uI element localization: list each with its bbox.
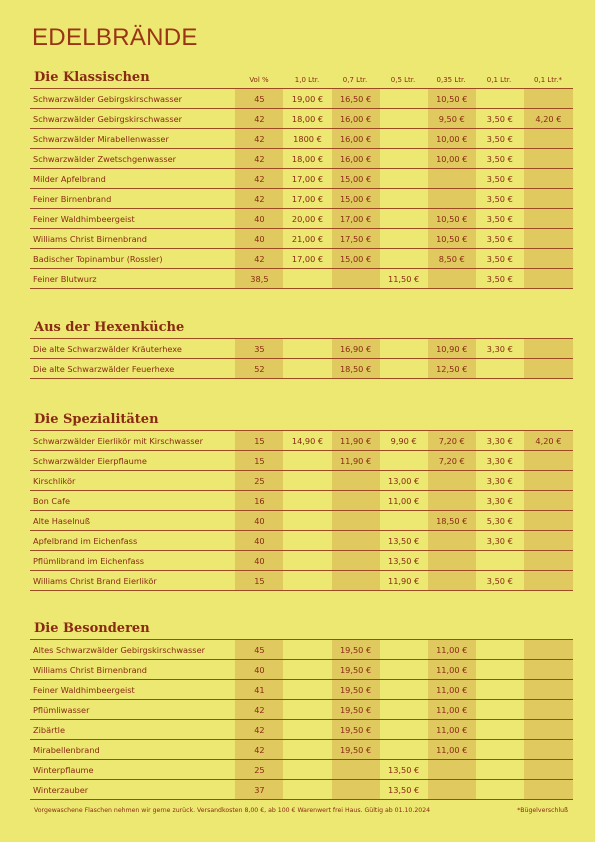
cell-price-01l: 3,50 € (476, 571, 524, 591)
cell-price-1l: 14,90 € (283, 431, 331, 451)
table-row (30, 740, 573, 760)
cell-price-01l: 3,30 € (476, 491, 524, 511)
cell-price-07l: 16,50 € (332, 89, 380, 109)
cell-price-01l-buegel (524, 640, 573, 660)
column-header-01l-buegel: 0,1 Ltr.* (534, 76, 562, 84)
product-name: Mirabellenbrand (30, 740, 235, 760)
cell-price-01l-buegel (524, 269, 573, 289)
cell-price-035l: 11,00 € (428, 660, 476, 680)
cell-price-01l (476, 700, 524, 720)
table-row (30, 189, 573, 209)
cell-vol: 35 (235, 339, 283, 359)
cell-price-07l: 11,90 € (332, 431, 380, 451)
cell-price-07l (332, 780, 380, 800)
page-title: EDELBRÄNDE (32, 24, 198, 51)
section-header (30, 66, 573, 88)
cell-price-05l (380, 209, 428, 229)
table-row (30, 431, 573, 451)
cell-price-035l: 10,90 € (428, 339, 476, 359)
cell-price-01l-buegel (524, 189, 573, 209)
cell-price-01l (476, 720, 524, 740)
price-table (30, 639, 573, 800)
product-name: Pflümliwasser (30, 700, 235, 720)
cell-vol: 40 (235, 209, 283, 229)
cell-price-05l: 13,50 € (380, 551, 428, 571)
cell-price-05l: 11,90 € (380, 571, 428, 591)
cell-price-07l: 16,00 € (332, 129, 380, 149)
cell-price-01l: 3,30 € (476, 451, 524, 471)
table-row (30, 660, 573, 680)
cell-price-05l (380, 640, 428, 660)
cell-price-01l (476, 551, 524, 571)
cell-price-01l-buegel (524, 89, 573, 109)
cell-price-1l (283, 571, 331, 591)
cell-price-035l (428, 531, 476, 551)
product-name: Die alte Schwarzwälder Kräuterhexe (30, 339, 235, 359)
cell-price-05l (380, 700, 428, 720)
section-die-besonderen (30, 617, 573, 800)
cell-price-01l: 3,50 € (476, 189, 524, 209)
column-header-vol: Vol % (249, 76, 269, 84)
section-title: Die Besonderen (34, 621, 150, 636)
product-name: Milder Apfelbrand (30, 169, 235, 189)
cell-price-01l: 3,50 € (476, 249, 524, 269)
cell-price-035l: 10,00 € (428, 129, 476, 149)
cell-price-07l (332, 511, 380, 531)
cell-price-01l: 3,50 € (476, 109, 524, 129)
table-row (30, 249, 573, 269)
cell-price-05l: 13,00 € (380, 471, 428, 491)
cell-price-01l-buegel (524, 339, 573, 359)
cell-price-05l: 11,00 € (380, 491, 428, 511)
footer-note: Vorgewaschene Flaschen nehmen wir gerne zurück. Versandkosten 8,00 €, ab 100 € Warenwert frei Haus. Gültig ab 01.10.2024 (34, 807, 431, 814)
cell-price-05l: 11,50 € (380, 269, 428, 289)
table-row (30, 571, 573, 591)
product-name: Badischer Topinambur (Rossler) (30, 249, 235, 269)
cell-price-05l (380, 680, 428, 700)
table-row (30, 269, 573, 289)
cell-price-035l: 7,20 € (428, 451, 476, 471)
table-row (30, 471, 573, 491)
cell-price-01l-buegel: 4,20 € (524, 109, 573, 129)
cell-price-035l (428, 189, 476, 209)
cell-price-01l-buegel (524, 149, 573, 169)
cell-price-01l-buegel (524, 229, 573, 249)
cell-vol: 52 (235, 359, 283, 379)
cell-price-01l (476, 740, 524, 760)
cell-price-1l (283, 780, 331, 800)
cell-price-05l (380, 720, 428, 740)
product-name: Feiner Waldhimbeergeist (30, 680, 235, 700)
cell-vol: 40 (235, 531, 283, 551)
table-row (30, 511, 573, 531)
cell-price-07l: 15,00 € (332, 169, 380, 189)
cell-price-01l-buegel (524, 551, 573, 571)
cell-price-07l: 17,50 € (332, 229, 380, 249)
cell-price-035l (428, 760, 476, 780)
cell-price-1l (283, 531, 331, 551)
cell-price-035l: 10,50 € (428, 89, 476, 109)
table-row (30, 680, 573, 700)
cell-vol: 38,5 (235, 269, 283, 289)
cell-price-01l: 3,30 € (476, 431, 524, 451)
table-row (30, 89, 573, 109)
product-name: Schwarzwälder Eierlikör mit Kirschwasser (30, 431, 235, 451)
product-name: Altes Schwarzwälder Gebirgskirschwasser (30, 640, 235, 660)
cell-price-05l: 13,50 € (380, 760, 428, 780)
cell-price-1l: 1800 € (283, 129, 331, 149)
cell-vol: 16 (235, 491, 283, 511)
cell-price-1l: 18,00 € (283, 149, 331, 169)
cell-vol: 42 (235, 249, 283, 269)
cell-price-01l-buegel (524, 760, 573, 780)
table-row (30, 451, 573, 471)
table-row (30, 149, 573, 169)
cell-price-1l (283, 640, 331, 660)
cell-price-1l: 17,00 € (283, 169, 331, 189)
column-header-035l: 0,35 Ltr. (436, 76, 466, 84)
cell-price-01l-buegel (524, 511, 573, 531)
table-row (30, 229, 573, 249)
cell-price-07l: 19,50 € (332, 740, 380, 760)
cell-price-01l-buegel (524, 249, 573, 269)
cell-price-07l: 15,00 € (332, 189, 380, 209)
cell-price-05l (380, 249, 428, 269)
cell-vol: 40 (235, 511, 283, 531)
cell-vol: 42 (235, 720, 283, 740)
cell-vol: 45 (235, 640, 283, 660)
section-die-klassischen (30, 66, 573, 289)
cell-price-1l (283, 491, 331, 511)
cell-price-01l-buegel (524, 680, 573, 700)
cell-price-1l: 17,00 € (283, 249, 331, 269)
table-row (30, 129, 573, 149)
column-header-01l: 0,1 Ltr. (486, 76, 512, 84)
product-name: Feiner Waldhimbeergeist (30, 209, 235, 229)
cell-vol: 41 (235, 680, 283, 700)
cell-price-07l: 17,00 € (332, 209, 380, 229)
cell-price-035l (428, 169, 476, 189)
cell-price-01l-buegel (524, 700, 573, 720)
cell-price-05l (380, 740, 428, 760)
product-name: Schwarzwälder Gebirgskirschwasser (30, 89, 235, 109)
cell-price-05l (380, 109, 428, 129)
cell-price-07l: 19,50 € (332, 680, 380, 700)
cell-price-1l (283, 471, 331, 491)
cell-price-01l: 3,50 € (476, 229, 524, 249)
cell-vol: 37 (235, 780, 283, 800)
cell-price-035l (428, 471, 476, 491)
cell-price-035l: 9,50 € (428, 109, 476, 129)
product-name: Pflümlibrand im Eichenfass (30, 551, 235, 571)
cell-price-07l (332, 491, 380, 511)
cell-price-01l: 3,50 € (476, 269, 524, 289)
cell-price-07l (332, 551, 380, 571)
cell-price-035l: 11,00 € (428, 640, 476, 660)
table-row (30, 780, 573, 800)
cell-vol: 42 (235, 740, 283, 760)
cell-price-05l (380, 229, 428, 249)
product-name: Die alte Schwarzwälder Feuerhexe (30, 359, 235, 379)
cell-price-035l: 10,50 € (428, 209, 476, 229)
cell-price-035l: 10,00 € (428, 149, 476, 169)
section-aus-der-hexenkueche (30, 316, 573, 379)
product-name: Kirschlikör (30, 471, 235, 491)
cell-price-05l (380, 451, 428, 471)
product-name: Williams Christ Birnenbrand (30, 660, 235, 680)
cell-price-01l (476, 660, 524, 680)
cell-price-07l: 11,90 € (332, 451, 380, 471)
cell-price-1l: 19,00 € (283, 89, 331, 109)
cell-price-1l (283, 680, 331, 700)
cell-price-01l-buegel (524, 451, 573, 471)
cell-price-035l: 10,50 € (428, 229, 476, 249)
cell-price-07l: 16,00 € (332, 109, 380, 129)
cell-price-1l (283, 511, 331, 531)
cell-price-05l (380, 149, 428, 169)
price-table (30, 88, 573, 289)
cell-price-035l: 12,50 € (428, 359, 476, 379)
cell-price-07l: 18,50 € (332, 359, 380, 379)
cell-vol: 42 (235, 700, 283, 720)
cell-price-01l: 3,30 € (476, 471, 524, 491)
product-name: Schwarzwälder Mirabellenwasser (30, 129, 235, 149)
cell-price-05l: 13,50 € (380, 531, 428, 551)
product-name: Williams Christ Brand Eierlikör (30, 571, 235, 591)
cell-vol: 40 (235, 229, 283, 249)
cell-price-07l: 19,50 € (332, 700, 380, 720)
cell-price-035l (428, 269, 476, 289)
cell-price-035l: 11,00 € (428, 700, 476, 720)
table-row (30, 109, 573, 129)
table-row (30, 209, 573, 229)
cell-price-1l (283, 720, 331, 740)
cell-price-035l: 8,50 € (428, 249, 476, 269)
product-name: Feiner Birnenbrand (30, 189, 235, 209)
cell-price-1l (283, 760, 331, 780)
section-title: Aus der Hexenküche (34, 320, 185, 335)
cell-price-01l-buegel (524, 571, 573, 591)
cell-price-07l (332, 471, 380, 491)
product-name: Williams Christ Birnenbrand (30, 229, 235, 249)
cell-price-05l (380, 511, 428, 531)
cell-price-07l: 19,50 € (332, 720, 380, 740)
cell-price-01l (476, 359, 524, 379)
cell-price-01l-buegel (524, 359, 573, 379)
cell-vol: 15 (235, 451, 283, 471)
product-name: Bon Cafe (30, 491, 235, 511)
table-row (30, 531, 573, 551)
cell-price-1l (283, 339, 331, 359)
cell-price-01l: 3,30 € (476, 531, 524, 551)
product-name: Alte Haselnuß (30, 511, 235, 531)
cell-price-05l (380, 660, 428, 680)
cell-price-05l (380, 359, 428, 379)
cell-vol: 15 (235, 431, 283, 451)
column-header-1l: 1,0 Ltr. (294, 76, 320, 84)
table-row (30, 760, 573, 780)
column-header-05l: 0,5 Ltr. (390, 76, 416, 84)
cell-price-035l (428, 571, 476, 591)
cell-price-01l-buegel (524, 720, 573, 740)
cell-price-01l (476, 640, 524, 660)
cell-price-05l (380, 189, 428, 209)
cell-price-1l (283, 551, 331, 571)
product-name: Feiner Blutwurz (30, 269, 235, 289)
cell-price-1l: 20,00 € (283, 209, 331, 229)
product-name: Winterpflaume (30, 760, 235, 780)
cell-price-07l (332, 531, 380, 551)
cell-price-035l: 11,00 € (428, 680, 476, 700)
cell-vol: 45 (235, 89, 283, 109)
cell-price-05l (380, 89, 428, 109)
cell-price-01l-buegel (524, 531, 573, 551)
cell-price-07l: 15,00 € (332, 249, 380, 269)
cell-price-01l-buegel (524, 740, 573, 760)
cell-vol: 15 (235, 571, 283, 591)
section-header (30, 408, 573, 430)
cell-price-035l (428, 551, 476, 571)
cell-vol: 40 (235, 660, 283, 680)
price-table (30, 338, 573, 379)
cell-price-07l (332, 760, 380, 780)
cell-price-01l (476, 780, 524, 800)
cell-price-1l: 18,00 € (283, 109, 331, 129)
cell-price-01l-buegel (524, 471, 573, 491)
section-header (30, 617, 573, 639)
cell-price-01l: 3,50 € (476, 169, 524, 189)
cell-price-01l (476, 89, 524, 109)
cell-price-035l: 7,20 € (428, 431, 476, 451)
cell-price-01l-buegel (524, 491, 573, 511)
product-name: Zibärtle (30, 720, 235, 740)
cell-price-1l (283, 451, 331, 471)
cell-vol: 25 (235, 471, 283, 491)
cell-vol: 25 (235, 760, 283, 780)
cell-price-1l: 17,00 € (283, 189, 331, 209)
table-row (30, 491, 573, 511)
cell-price-01l: 3,50 € (476, 129, 524, 149)
section-title: Die Spezialitäten (34, 412, 159, 427)
cell-price-07l (332, 269, 380, 289)
table-row (30, 700, 573, 720)
cell-price-07l: 19,50 € (332, 660, 380, 680)
cell-price-1l (283, 269, 331, 289)
table-row (30, 339, 573, 359)
cell-price-07l (332, 571, 380, 591)
cell-price-05l (380, 169, 428, 189)
cell-price-01l-buegel (524, 660, 573, 680)
cell-price-035l: 11,00 € (428, 720, 476, 740)
cell-price-01l-buegel (524, 129, 573, 149)
cell-price-01l (476, 680, 524, 700)
table-row (30, 359, 573, 379)
column-header-07l: 0,7 Ltr. (342, 76, 368, 84)
cell-price-01l: 3,50 € (476, 149, 524, 169)
cell-price-05l (380, 129, 428, 149)
cell-price-035l: 18,50 € (428, 511, 476, 531)
cell-price-1l (283, 660, 331, 680)
cell-price-035l (428, 491, 476, 511)
cell-vol: 42 (235, 169, 283, 189)
cell-price-01l-buegel (524, 209, 573, 229)
cell-price-01l-buegel (524, 780, 573, 800)
footer-footnote-mark: *Bügelverschluß (517, 807, 568, 814)
cell-price-1l (283, 359, 331, 379)
cell-price-1l (283, 740, 331, 760)
cell-price-01l: 3,30 € (476, 339, 524, 359)
cell-price-07l: 19,50 € (332, 640, 380, 660)
cell-price-01l: 5,30 € (476, 511, 524, 531)
section-die-spezialitaeten (30, 408, 573, 591)
cell-price-1l (283, 700, 331, 720)
cell-vol: 42 (235, 129, 283, 149)
section-title: Die Klassischen (34, 70, 150, 85)
cell-price-07l: 16,00 € (332, 149, 380, 169)
table-row (30, 169, 573, 189)
cell-vol: 42 (235, 189, 283, 209)
cell-price-035l (428, 780, 476, 800)
cell-vol: 42 (235, 149, 283, 169)
product-name: Apfelbrand im Eichenfass (30, 531, 235, 551)
section-header (30, 316, 573, 338)
cell-price-05l: 9,90 € (380, 431, 428, 451)
product-name: Schwarzwälder Zwetschgenwasser (30, 149, 235, 169)
cell-price-1l: 21,00 € (283, 229, 331, 249)
cell-price-05l (380, 339, 428, 359)
cell-price-01l: 3,50 € (476, 209, 524, 229)
table-row (30, 640, 573, 660)
cell-price-07l: 16,90 € (332, 339, 380, 359)
cell-price-01l (476, 760, 524, 780)
product-name: Schwarzwälder Gebirgskirschwasser (30, 109, 235, 129)
cell-vol: 40 (235, 551, 283, 571)
price-table (30, 430, 573, 591)
table-row (30, 551, 573, 571)
product-name: Schwarzwälder Eierpflaume (30, 451, 235, 471)
cell-price-01l-buegel (524, 169, 573, 189)
cell-price-035l: 11,00 € (428, 740, 476, 760)
cell-vol: 42 (235, 109, 283, 129)
product-name: Winterzauber (30, 780, 235, 800)
cell-price-05l: 13,50 € (380, 780, 428, 800)
table-row (30, 720, 573, 740)
cell-price-01l-buegel: 4,20 € (524, 431, 573, 451)
